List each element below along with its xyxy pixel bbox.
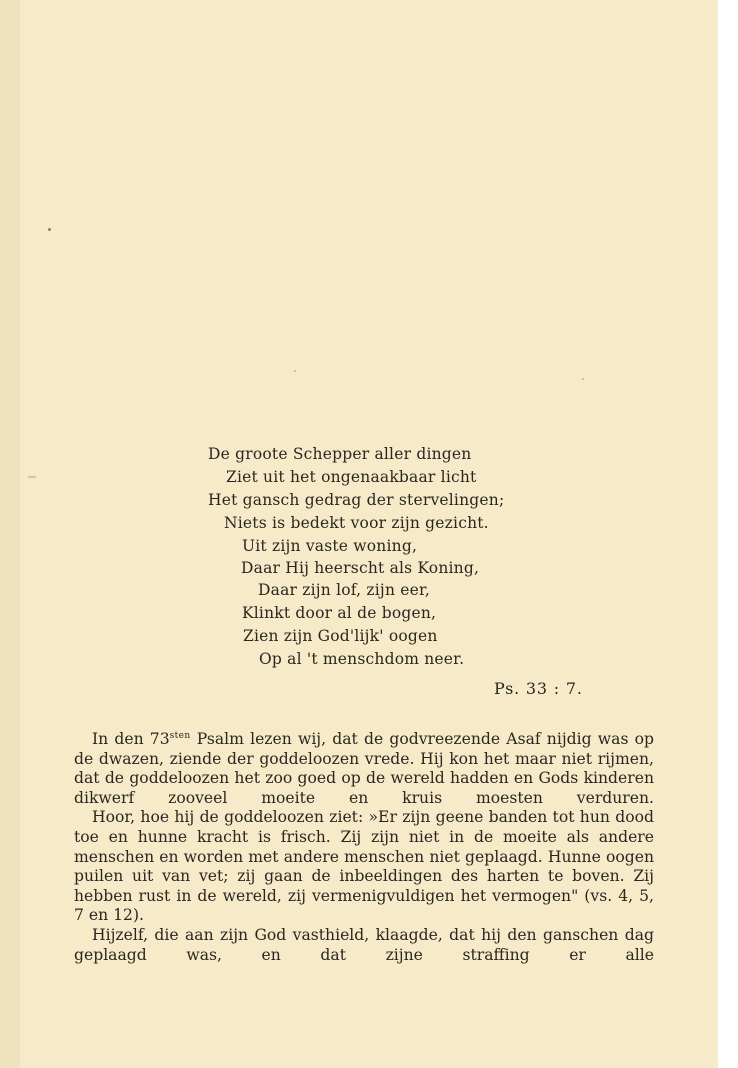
poem-line: Daar Hij heerscht als Koning,	[241, 559, 480, 577]
book-page	[20, 0, 718, 1068]
poem-line: Daar zijn lof, zijn eer,	[258, 581, 431, 599]
paragraph	[74, 730, 654, 808]
paper-speck	[48, 228, 51, 231]
paragraph-text: Psalm lezen wij, dat de godvreezende Asaf nijdig was op de dwazen, ziende der goddeloozen vrede. Hij kon het maar niet rijmen, dat de goddeloozen het zoo goed op de wereld hadden en Gods kinderen dikwerf zooveel moeite en kruis moesten verduren.	[74, 730, 654, 807]
paper-speck	[28, 476, 36, 478]
page-left-edge	[0, 0, 20, 1068]
poem-line: Klinkt door al de bogen,	[242, 604, 437, 622]
poem-line: Ziet uit het ongenaakbaar licht	[226, 468, 477, 486]
ordinal-suffix: sten	[169, 731, 191, 741]
poem-line: Het gansch gedrag der stervelingen;	[208, 491, 505, 509]
paragraph: Hoor, hoe hij de goddeloozen ziet: »Er zijn geene banden tot hun dood toe en hunne kracht is frisch. Zij zijn niet in de moeite als andere menschen en worden met andere menschen niet geplaagd. Hunne oogen puilen uit van vet; zij gaan de inbeeldingen des harten te boven. Zij hebben rust in de wereld, zij vermenigvuldigen het vermogen" (vs. 4, 5, 7 en 12).	[74, 808, 654, 925]
poem-line: Uit zijn vaste woning,	[242, 537, 418, 555]
page-right-margin	[718, 0, 738, 1068]
poem-line: Zien zijn God'lijk' oogen	[243, 627, 438, 645]
paragraph-text: In den 73	[92, 730, 170, 748]
psalm-reference: Ps. 33 : 7.	[494, 679, 583, 698]
paper-speck	[294, 370, 296, 372]
paper-speck	[582, 378, 584, 380]
poem-line: Niets is bedekt voor zijn gezicht.	[224, 514, 489, 532]
body-text	[74, 730, 654, 965]
paragraph: Hijzelf, die aan zijn God vasthield, klaagde, dat hij den ganschen dag geplaagd was, en dat zijne straffing er alle	[74, 925, 654, 964]
poem-line: Op al 't menschdom neer.	[259, 650, 465, 668]
poem-line: De groote Schepper aller dingen	[208, 445, 472, 463]
